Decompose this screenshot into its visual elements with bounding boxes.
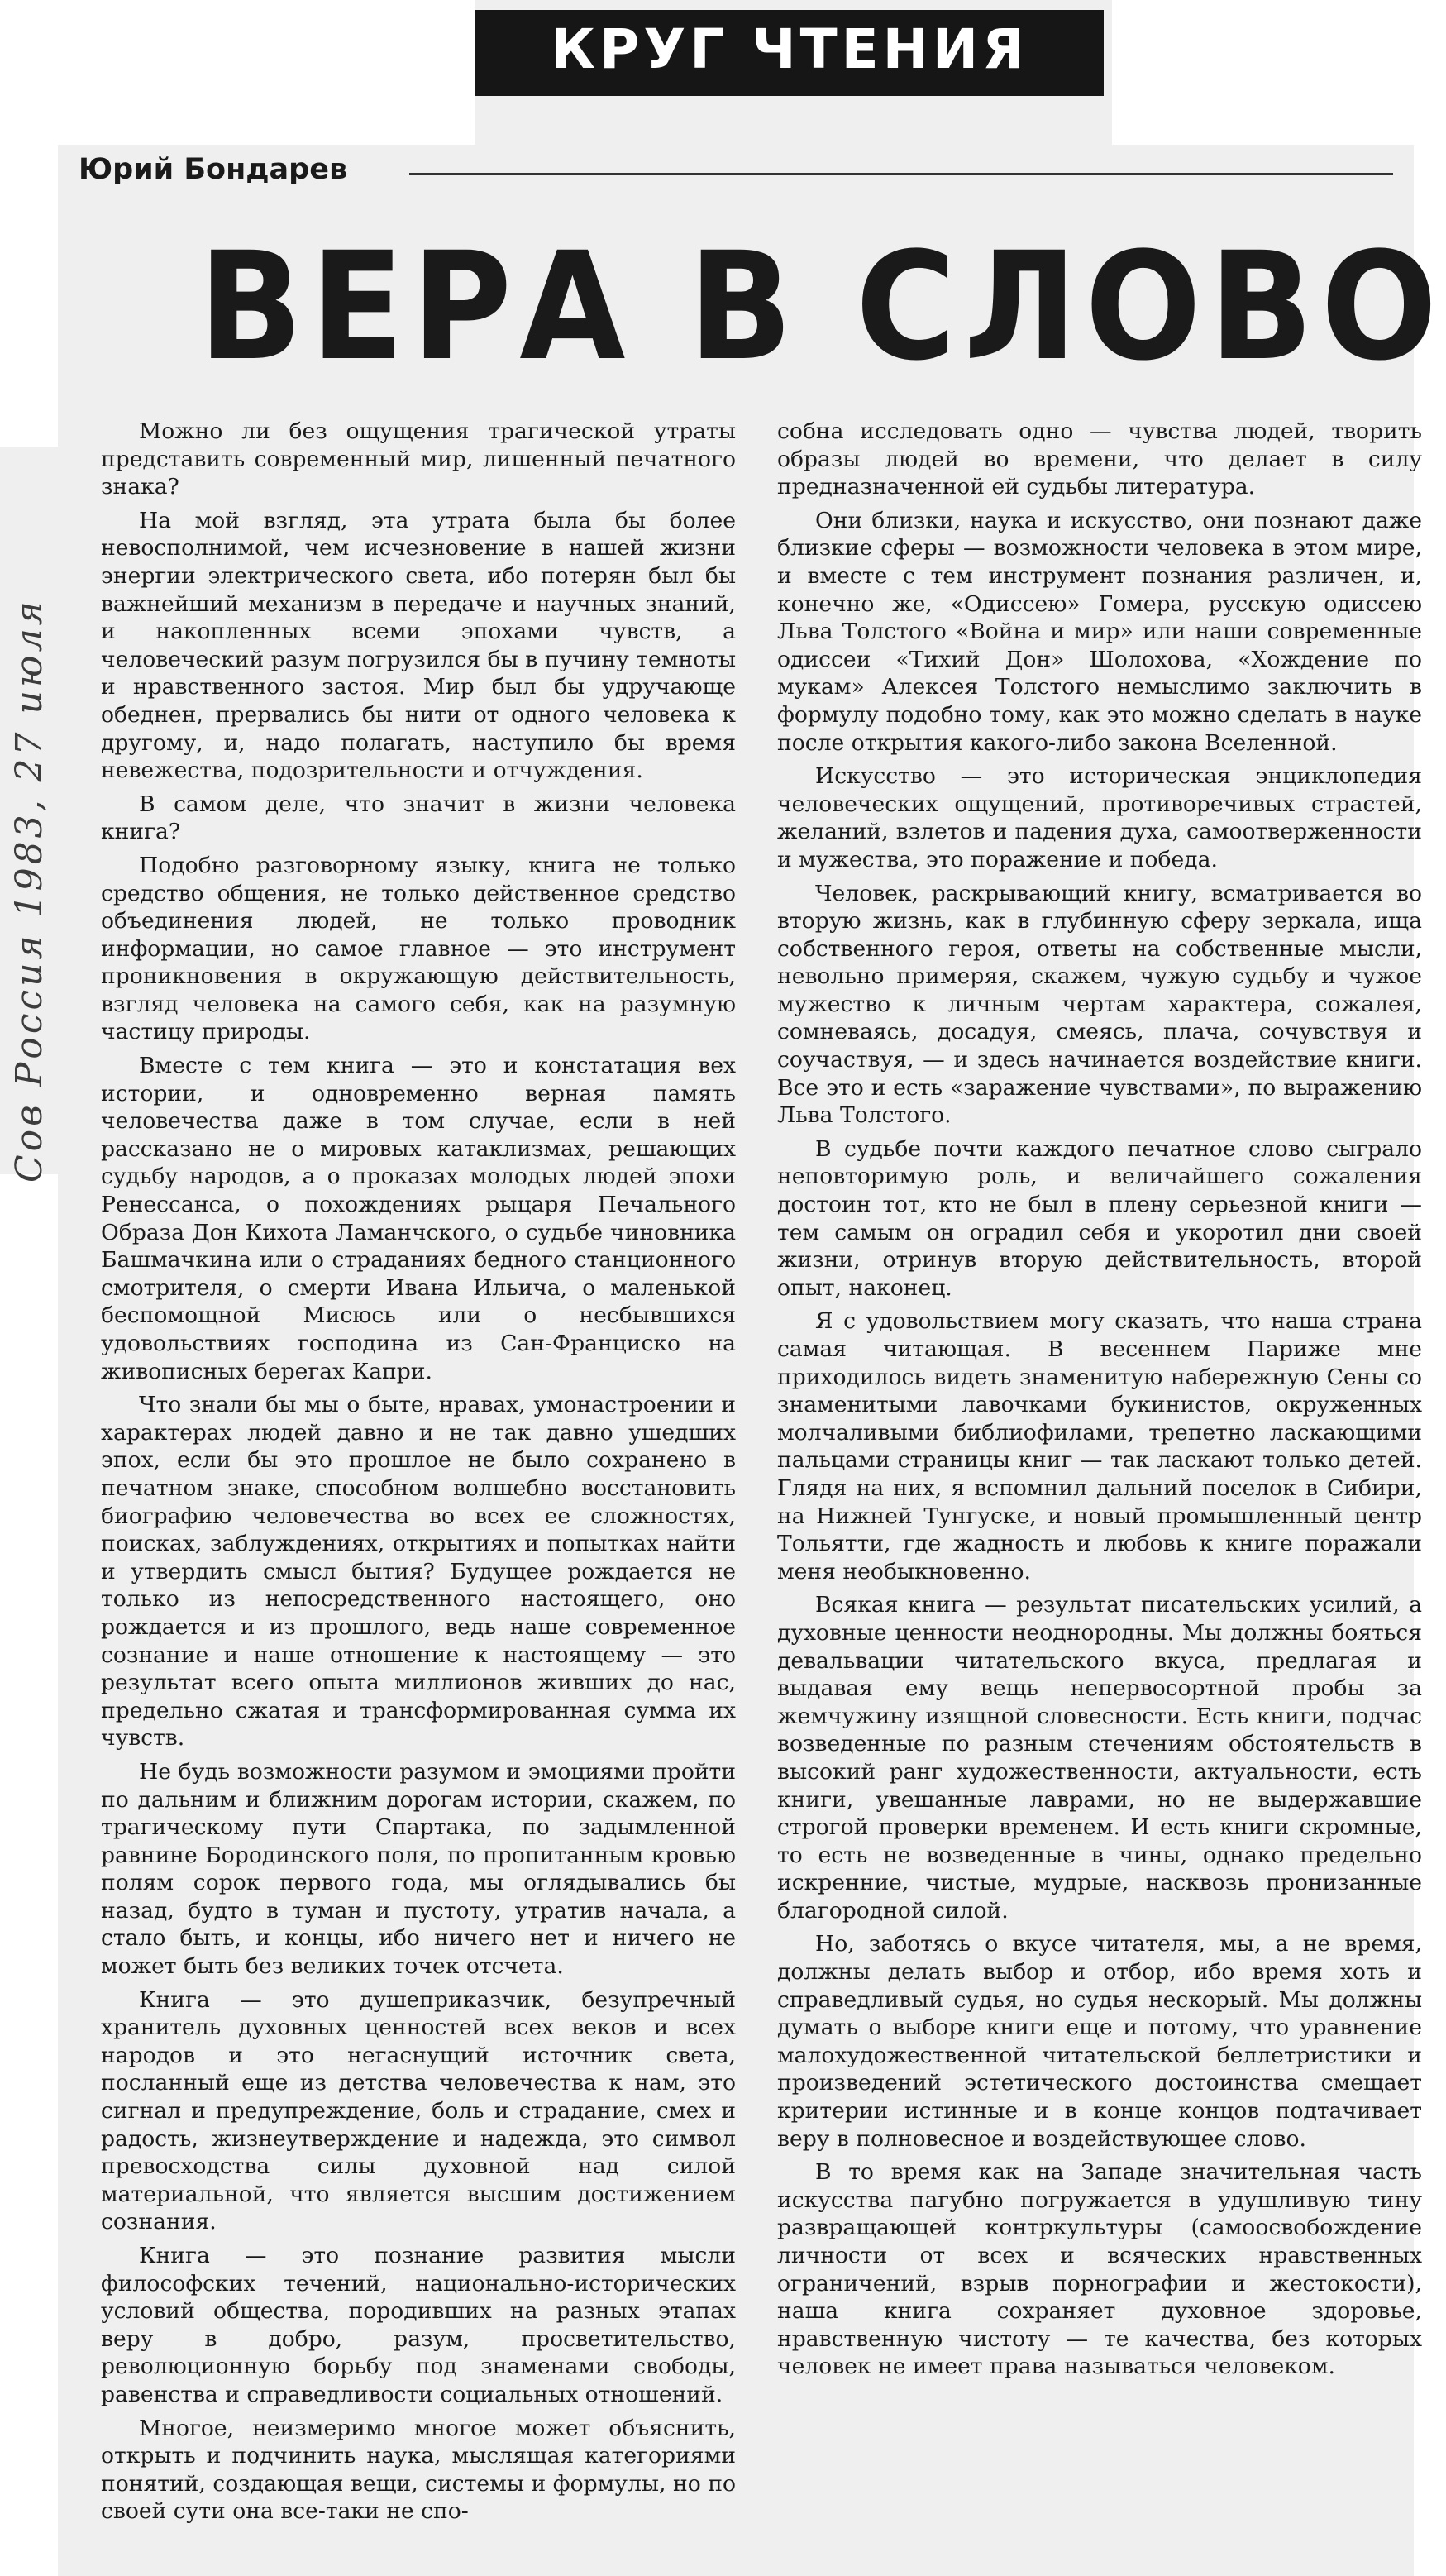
paragraph: Что знали бы мы о быте, нравах, умонастроении и характерах людей давно и не так давно ушедших эпох, если бы это прошлое не было сохранено в печатном знаке, способном волшебно восстановить биографию человечества во всех ее сложностях, поисках, заблуждениях, открытиях и попытках найти и утвердить смысл бытия? Будущее рождается не только из непосредственного настоящего, оно рождается и из прошлого, ведь наше современное сознание и наше отношение к настоящему — это результат всего опыта миллионов живших до нас, предельно сжатая и трансформированная сумма их чувств.	[101, 1392, 736, 1752]
paragraph: Вместе с тем книга — это и констатация вех истории, и одновременно верная память человечества даже в том случае, если в ней рассказано не о мировых катаклизмах, решающих судьбу народов, а о проказах молодых людей эпохи Ренессанса, о похождениях рыцаря Печального Образа Дон Кихота Ламанчского, о судьбе чиновника Башмачкина или о страданиях бедного станционного смотрителя, о смерти Ивана Ильича, о маленькой беспомощной Мисюсь или о несбывшихся удовольствиях господина из Сан-Франциско на живописных берегах Капри.	[101, 1053, 736, 1384]
paragraph: Я с удовольствием могу сказать, что наша страна самая читающая. В весеннем Париже мне приходилось видеть знаменитую набережную Сены со знаменитыми лавочками букинистов, окруженных молчаливыми библиофилами, трепетно ласкающими пальцами страницы книг — так ласкают только детей. Глядя на них, я вспомнил дальний поселок в Сибири, на Нижней Тунгуске, и новый промышленный центр Тольятти, где жадность и любовь к книге поражали меня необыкновенно.	[777, 1308, 1422, 1584]
handwritten-source-note: Сов Россия 1983, 27 июля	[8, 598, 50, 1183]
author-name: Юрий Бондарев	[79, 153, 348, 186]
article-column-right	[777, 418, 1422, 2381]
paragraph: Книга — это душеприказчик, безупречный хранитель духовных ценностей всех веков и всех народов и это негаснущий источник света, посланный еще из детства человечества к нам, это сигнал и предупреждение, боль и страдание, смех и радость, жизнеутверждение и надежда, это символ превосходства силы духовной над силой материальной, что является высшим достижением сознания.	[101, 1986, 736, 2235]
section-label-underline	[475, 89, 1104, 96]
paragraph: Они близки, наука и искусство, они познают даже близкие сферы — возможности человека в этом мире, и вместе с тем инструмент познания различен, и, конечно же, «Одиссею» Гомера, русскую одиссею Льва Толстого «Война и мир» или наши современные одиссеи «Тихий Дон» Шолохова, «Хождение по мукам» Алексея Толстого немыслимо заключить в формулу подобно тому, как это можно сделать в науке после открытия какого-либо закона Вселенной.	[777, 507, 1422, 756]
paragraph: На мой взгляд, эта утрата была бы более невосполнимой, чем исчезновение в нашей жизни энергии электрического света, ибо потерян был бы важнейший механизм в передаче и научных знаний, и накопленных всеми эпохами чувств, а человеческий разум погрузился бы в пучину темноты и нравственного застоя. Мир был бы удручающе обеднен, прервались бы нити от одного человека к другому, и, надо полагать, наступило бы время невежества, подозрительности и отчуждения.	[101, 507, 736, 784]
article-headline: ВЕРА В СЛОВО	[198, 221, 1445, 394]
paragraph: Искусство — это историческая энциклопедия человеческих ощущений, противоречивых страстей, желаний, взлетов и падения духа, самоотверженности и мужества, это поражение и победа.	[777, 763, 1422, 872]
paragraph: В судьбе почти каждого печатное слово сыграло неповторимую роль, и величайшего сожаления достоин тот, кто не был в плену серьезной книги — тем самым он оградил себя и укоротил дни своей жизни, отринув вторую действительность, второй опыт, наконец.	[777, 1135, 1422, 1301]
paragraph: Подобно разговорному языку, книга не только средство общения, не только действенное средство объединения людей, не только проводник информации, но самое главное — это инструмент проникновения в окружающую действительность, взгляд человека на самого себя, как на разумную частицу природы.	[101, 852, 736, 1045]
paragraph: Многое, неизмеримо многое может объяснить, открыть и подчинить наука, мыслящая категориями понятий, создающая вещи, системы и формулы, но по своей сути она все-таки не спо-	[101, 2415, 736, 2525]
paragraph: Книга — это познание развития мысли философских течений, национально-исторических условий общества, породивших на разных этапах веру в добро, разум, просветительство, революционную борьбу под знаменами свободы, равенства и справедливости социальных отношений.	[101, 2243, 736, 2407]
author-rule	[409, 173, 1393, 175]
paragraph: Не будь возможности разумом и эмоциями пройти по дальним и ближним дорогам истории, скажем, по трагическому пути Спартака, по задымленной равнине Бородинского поля, по пропитанным кровью полям сорок первого года, мы оглядывались бы назад, будто в туман и пустоту, утратив начала, а стало быть, и концы, ибо ничего нет и ничего не может быть без великих точек отсчета.	[101, 1758, 736, 1980]
article-column-left	[101, 418, 736, 2526]
section-label: КРУГ ЧТЕНИЯ	[475, 10, 1104, 89]
paragraph-continued: собна исследовать одно — чувства людей, творить образы людей во времени, что делает в силу предназначенной ей судьбы литература.	[777, 418, 1422, 500]
paragraph: В самом деле, что значит в жизни человека книга?	[101, 791, 736, 845]
paragraph: Человек, раскрывающий книгу, всматривается во вторую жизнь, как в глубинную сферу зеркала, ища собственного героя, ответы на собственные мысли, невольно примеряя, скажем, чужую судьбу и чужое мужество к личным чертам характера, сожалея, сомневаясь, досадуя, смеясь, плача, сочувствуя и соучаствуя, — и здесь начинается воздействие книги. Все это и есть «заражение чувствами», по выражению Льва Толстого.	[777, 880, 1422, 1129]
paragraph: Можно ли без ощущения трагической утраты представить современный мир, лишенный печатного знака?	[101, 418, 736, 500]
paragraph: Всякая книга — результат писательских усилий, а духовные ценности неоднородны. Мы должны бояться девальвации читательского вкуса, предлагая и выдавая ему вещь непервосортной пробы за жемчужину изящной словесности. Есть книги, подчас возведенные по разным стечениям обстоятельств в высокий ранг художественности, актуальности, есть книги, увешанные лаврами, но не выдержавшие строгой проверки временем. И есть книги скромные, то есть не возведенные в чины, однако предельно искренние, чистые, мудрые, насквозь пронизанные благородной силой.	[777, 1592, 1422, 1924]
paragraph: В то время как на Западе значительная часть искусства пагубно погружается в удушливую тину развращающей контркультуры (самоосвобождение личности от всех и всяческих нравственных ограничений, взрыв порнографии и жестокости), наша книга сохраняет духовное здоровье, нравственную чистоту — те качества, без которых человек не имеет права называться человеком.	[777, 2159, 1422, 2380]
paragraph: Но, заботясь о вкусе читателя, мы, а не время, должны делать выбор и отбор, ибо время хоть и справедливый судья, но судья нескорый. Мы должны думать о выборе книги еще и потому, что уравнение малохудожественной читательской беллетристики и произведений эстетического достоинства смещает критерии истинные и в конце концов подтачивает веру в полновесное и воздействующее слово.	[777, 1931, 1422, 2152]
